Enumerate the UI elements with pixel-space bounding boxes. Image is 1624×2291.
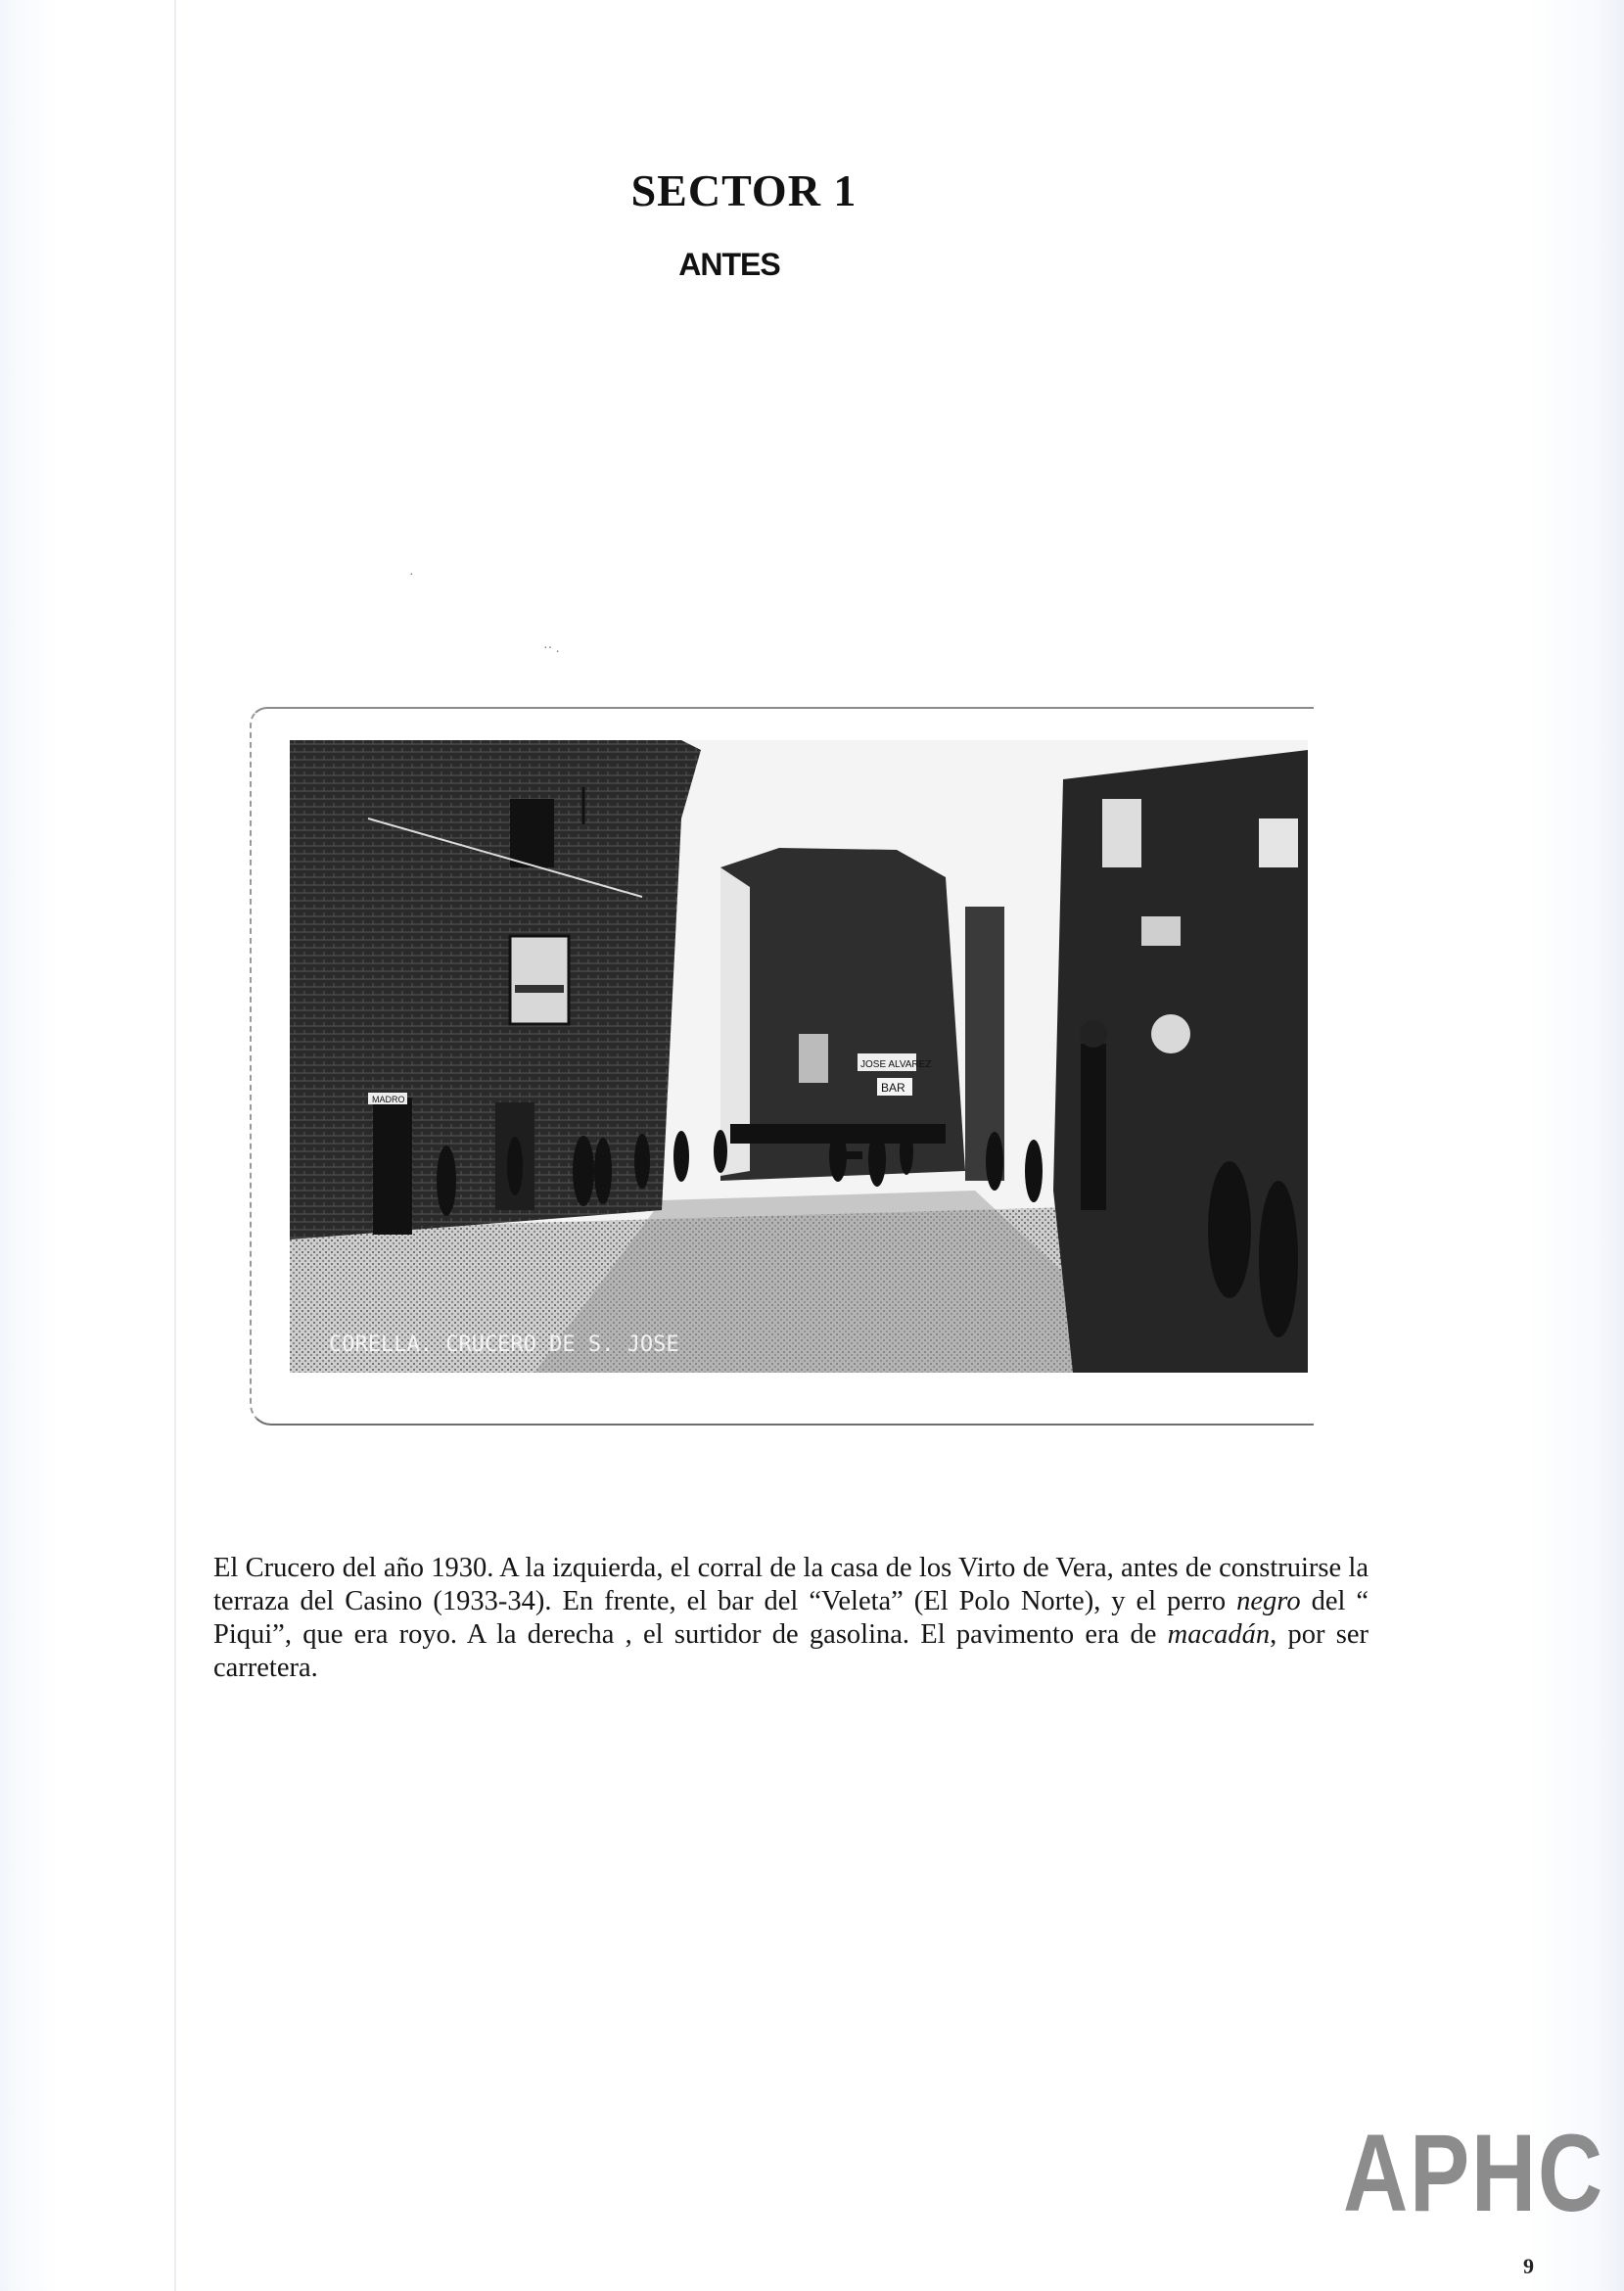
sign-bar: BAR: [881, 1081, 905, 1095]
page-number: 9: [1523, 2254, 1534, 2278]
historic-street-photo: [290, 740, 1308, 1373]
street-scene-illustration: [290, 740, 1308, 1373]
sign-madrid: MADRO: [372, 1095, 405, 1104]
aphc-logo: APHC: [1343, 2112, 1604, 2234]
scan-speck: ·· .: [543, 641, 560, 656]
page-title: SECTOR 1: [630, 165, 858, 215]
scan-edge: [174, 0, 176, 2291]
scan-speck: ·: [409, 568, 414, 583]
page-subtitle: ANTES: [678, 247, 780, 282]
caption-text-3: , por ser carretera.: [213, 1619, 1369, 1683]
photo-inscription: CORELLA. CRUCERO DE S. JOSE: [329, 1333, 679, 1357]
caption-text-2: del “ Piqui”, que era royo. A la derecha , el surtidor de gasolina. El pavimento era de: [213, 1586, 1369, 1650]
photo-caption: [213, 1552, 1369, 1685]
caption-italic-macadan: macadán: [1167, 1619, 1271, 1650]
sign-jose-alvarez: JOSE ALVAREZ: [860, 1059, 932, 1070]
caption-text-1: El Crucero del año 1930. A la izquierda, el corral de la casa de los Virto de Vera, antes de construirse la terraza del Casino (1933-34). En frente, el bar del “Veleta” (El Polo Norte), y el perro: [213, 1553, 1369, 1616]
caption-italic-negro: negro: [1236, 1586, 1301, 1616]
